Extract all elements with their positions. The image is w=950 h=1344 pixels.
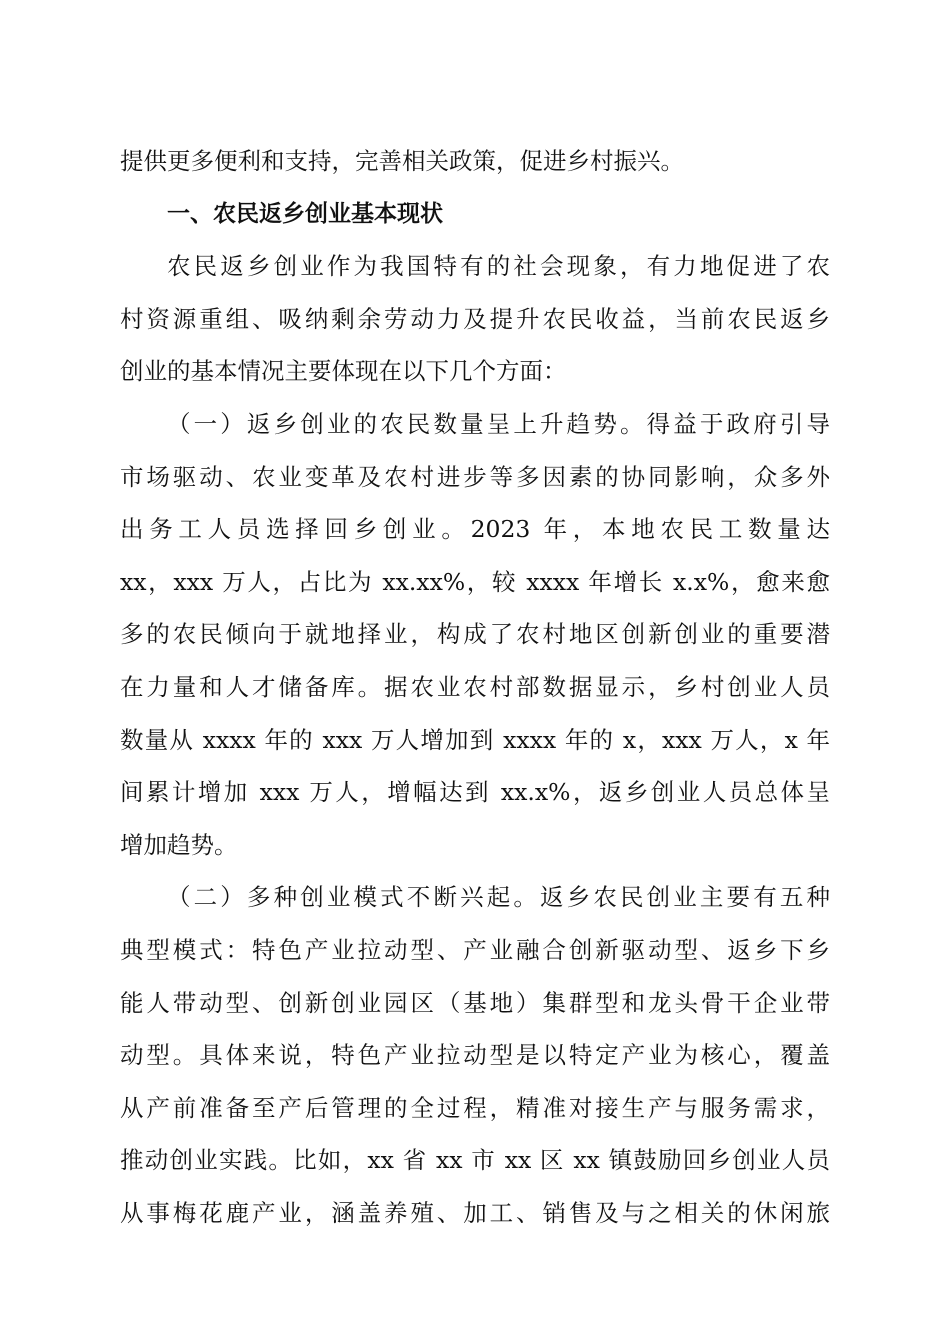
paragraph-line: 从事梅花鹿产业，涵盖养殖、加工、销售及与之相关的休闲旅 xyxy=(120,1198,830,1227)
subsection-line: （二）多种创业模式不断兴起。返乡农民创业主要有五种 xyxy=(167,883,830,912)
paragraph-line: 创业的基本情况主要体现在以下几个方面： xyxy=(120,357,567,386)
paragraph-line: 从产前准备至产后管理的全过程，精准对接生产与服务需求， xyxy=(120,1093,830,1122)
paragraph-line: 出务工人员选择回乡创业。2023 年，本地农民工数量达 xyxy=(120,515,830,544)
paragraph-line: 市场驱动、农业变革及农村进步等多因素的协同影响，众多外 xyxy=(120,462,830,491)
paragraph-line: 间累计增加 xxx 万人，增幅达到 xx.x%，返乡创业人员总体呈 xyxy=(120,778,830,807)
paragraph-line: 典型模式：特色产业拉动型、产业融合创新驱动型、返乡下乡 xyxy=(120,935,830,964)
section-heading: 一、农民返乡创业基本现状 xyxy=(167,200,443,227)
paragraph-line: 提供更多便利和支持，完善相关政策，促进乡村振兴。 xyxy=(120,147,684,175)
paragraph-line: 增加趋势。 xyxy=(120,830,238,859)
paragraph-line: 推动创业实践。比如，xx 省 xx 市 xx 区 xx 镇鼓励回乡创业人员 xyxy=(120,1146,830,1175)
paragraph-line: 动型。具体来说，特色产业拉动型是以特定产业为核心，覆盖 xyxy=(120,1041,830,1070)
subsection-line: （一）返乡创业的农民数量呈上升趋势。得益于政府引导 xyxy=(167,409,830,438)
paragraph-line: 村资源重组、吸纳剩余劳动力及提升农民收益，当前农民返乡 xyxy=(120,304,830,333)
paragraph-line: 多的农民倾向于就地择业，构成了农村地区创新创业的重要潜 xyxy=(120,620,830,649)
paragraph-line: xx，xxx 万人，占比为 xx.xx%，较 xxxx 年增长 x.x%，愈来愈 xyxy=(120,567,830,596)
paragraph-line: 农民返乡创业作为我国特有的社会现象，有力地促进了农 xyxy=(167,252,830,281)
paragraph-line: 在力量和人才储备库。据农业农村部数据显示，乡村创业人员 xyxy=(120,672,830,701)
paragraph-line: 能人带动型、创新创业园区（基地）集群型和龙头骨干企业带 xyxy=(120,988,830,1017)
document-page xyxy=(120,135,830,1239)
paragraph-line: 数量从 xxxx 年的 xxx 万人增加到 xxxx 年的 x，xxx 万人，x 年 xyxy=(120,725,830,754)
